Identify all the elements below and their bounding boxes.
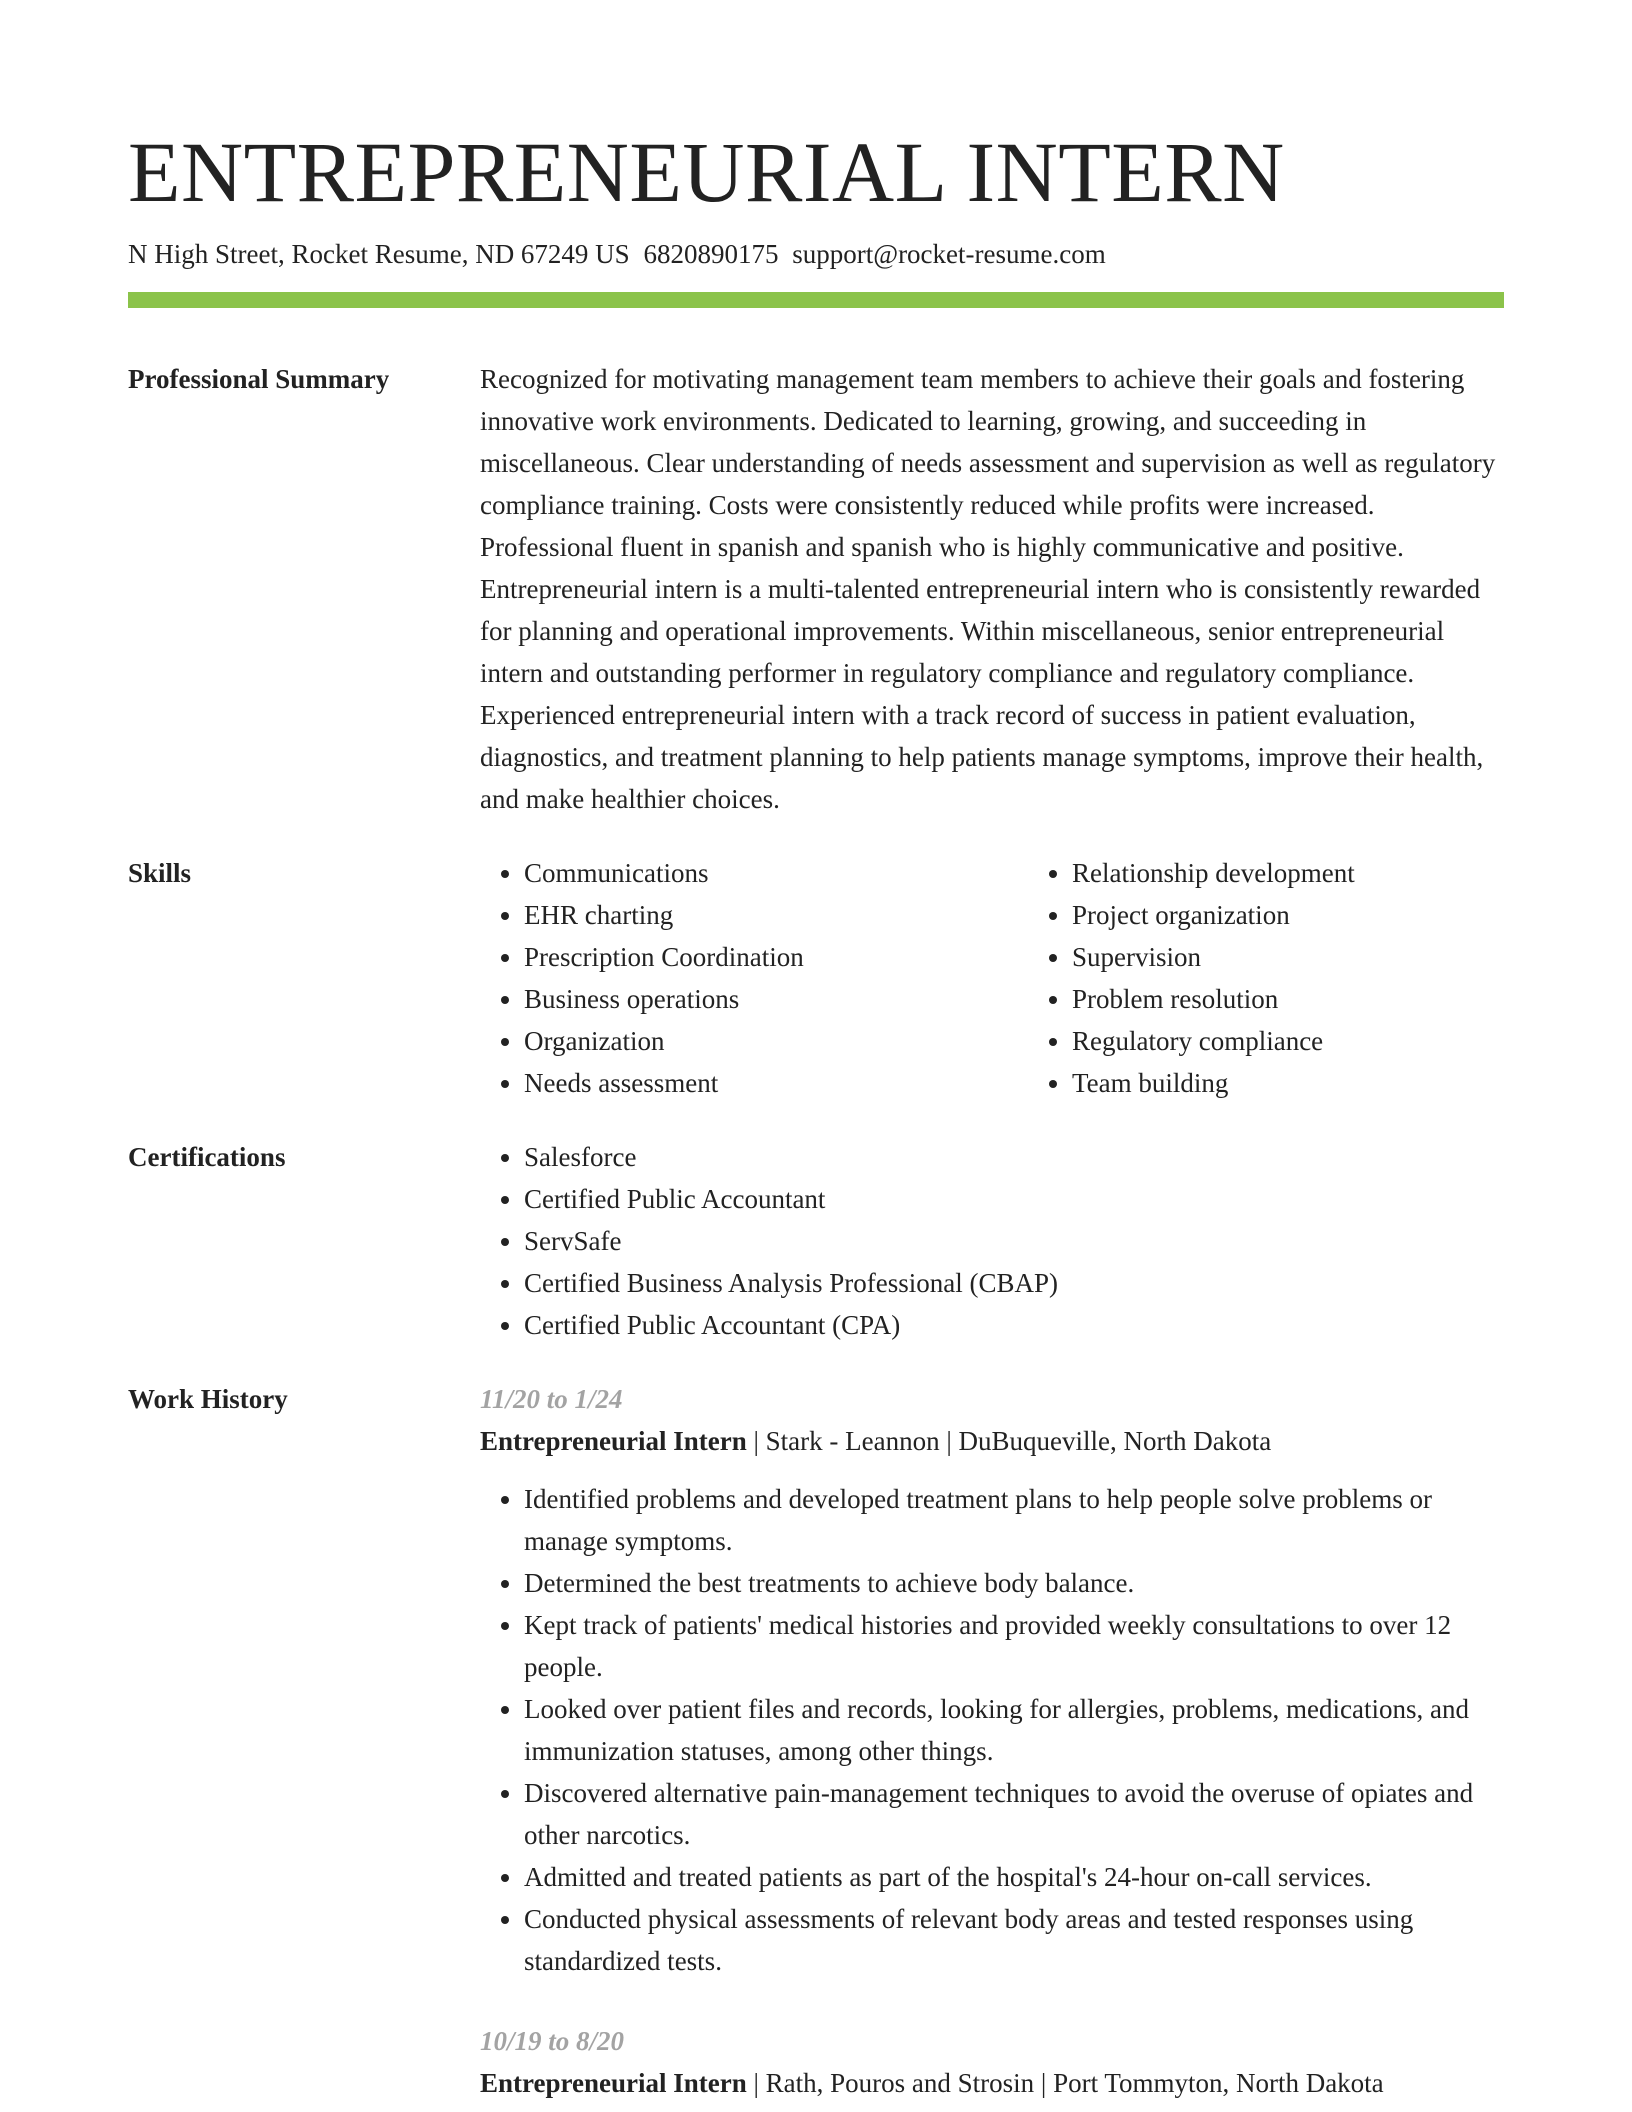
skill-item: • Organization [524, 1020, 1028, 1062]
skills-section [128, 852, 1504, 1104]
resume-page [128, 118, 1504, 2104]
skill-item: • Regulatory compliance [1072, 1020, 1576, 1062]
job-title: Entrepreneurial Intern [480, 2068, 747, 2098]
skill-item: • Communications [524, 852, 1028, 894]
certification-item: • Certified Business Analysis Professional (CBAP) [524, 1262, 1504, 1304]
section-label-certifications: Certifications [128, 1142, 286, 1172]
job-heading: Entrepreneurial Intern | Rath, Pouros and Strosin | Port Tommyton, North Dakota [480, 2068, 1384, 2098]
skills-columns [480, 852, 1576, 1104]
phone: 6820890175 [643, 239, 779, 269]
skills-body [480, 852, 1576, 1104]
certifications-list [480, 1136, 1504, 1346]
skill-item: • EHR charting [524, 894, 1028, 936]
job-location: Port Tommyton, North Dakota [1053, 2068, 1384, 2098]
job-entry [480, 1378, 1504, 1982]
job-bullets [480, 1478, 1504, 1982]
skills-list-right [1028, 852, 1576, 1104]
job-dates: 11/20 to 1/24 [480, 1384, 623, 1414]
address: N High Street, Rocket Resume, ND 67249 US [128, 239, 630, 269]
section-label-skills: Skills [128, 858, 192, 888]
certification-item: • Certified Public Accountant [524, 1178, 1504, 1220]
certifications-section [128, 1136, 1504, 1346]
work-history-section [128, 1378, 1504, 2104]
resume-name: ENTREPRENEURIAL INTERN [128, 124, 1285, 220]
job-heading: Entrepreneurial Intern | Stark - Leannon | DuBuqueville, North Dakota [480, 1426, 1272, 1456]
skill-item: • Needs assessment [524, 1062, 1028, 1104]
skill-item: • Relationship development [1072, 852, 1576, 894]
email: support@rocket-resume.com [792, 239, 1106, 269]
job-bullet: • Identified problems and developed treatment plans to help people solve problems or manage symptoms. [524, 1478, 1504, 1562]
job-bullet: • Determined the best treatments to achieve body balance. [524, 1562, 1504, 1604]
skill-item: • Supervision [1072, 936, 1576, 978]
work-history-body [480, 1378, 1504, 2104]
summary-text: Recognized for motivating management team members to achieve their goals and fostering innovative work environments. Dedicated to learning, growing, and succeeding in miscellaneous. Clear understanding of needs assessment and supervision as well as regulatory compliance training. Costs were consistently reduced while profits were increased. Professional fluent in spanish and spanish who is highly communicative and positive. Entrepreneurial intern is a multi-talented entrepreneurial intern who is consistently rewarded for planning and operational improvements. Within miscellaneous, senior entrepreneurial intern and outstanding performer in regulatory compliance and regulatory compliance. Experienced entrepreneurial intern with a track record of success in patient evaluation, diagnostics, and treatment planning to help patients manage symptoms, improve their health, and make healthier choices. [480, 364, 1496, 814]
job-bullet: • Conducted physical assessments of relevant body areas and tested responses using standardized tests. [524, 1898, 1504, 1982]
professional-summary-section [128, 358, 1504, 820]
job-bullet: • Kept track of patients' medical histories and provided weekly consultations to over 12 people. [524, 1604, 1504, 1688]
skill-item: • Business operations [524, 978, 1028, 1020]
summary-body [480, 358, 1504, 820]
certification-item: • ServSafe [524, 1220, 1504, 1262]
accent-divider [128, 292, 1504, 308]
certification-item: • Salesforce [524, 1136, 1504, 1178]
job-dates: 10/19 to 8/20 [480, 2026, 625, 2056]
skill-item: • Problem resolution [1072, 978, 1576, 1020]
job-company: Stark - Leannon [765, 1426, 940, 1456]
section-label-summary: Professional Summary [128, 364, 390, 394]
section-label-work-history: Work History [128, 1384, 288, 1414]
job-entry [480, 2020, 1504, 2104]
job-bullet: • Looked over patient files and records, looking for allergies, problems, medications, and immunization statuses, among other things. [524, 1688, 1504, 1772]
certification-item: • Certified Public Accountant (CPA) [524, 1304, 1504, 1346]
job-bullet: • Discovered alternative pain-management techniques to avoid the overuse of opiates and other narcotics. [524, 1772, 1504, 1856]
skill-item: • Prescription Coordination [524, 936, 1028, 978]
skill-item: • Project organization [1072, 894, 1576, 936]
job-location: DuBuqueville, North Dakota [958, 1426, 1272, 1456]
contact-line [128, 236, 1504, 272]
skill-item: • Team building [1072, 1062, 1576, 1104]
job-company: Rath, Pouros and Strosin [765, 2068, 1035, 2098]
job-title: Entrepreneurial Intern [480, 1426, 747, 1456]
certifications-body [480, 1136, 1504, 1346]
job-bullet: • Admitted and treated patients as part of the hospital's 24-hour on-call services. [524, 1856, 1504, 1898]
skills-list-left [480, 852, 1028, 1104]
